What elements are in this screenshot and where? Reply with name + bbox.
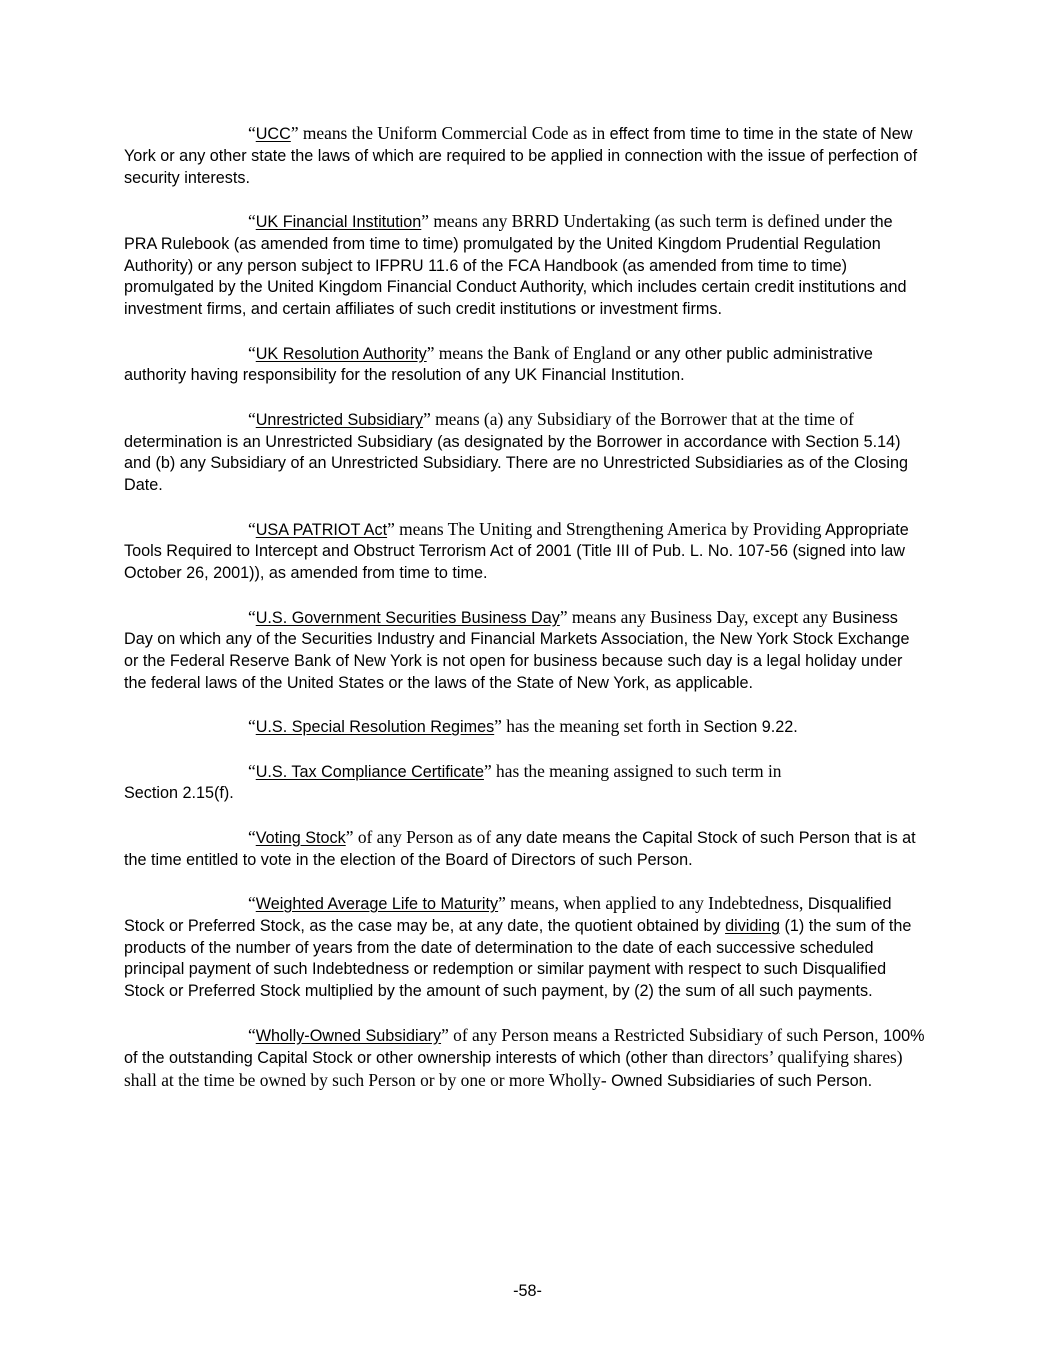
definition-lead: means The Uniting and Strengthening America by Providing bbox=[394, 518, 822, 539]
definition-usa-patriot-act bbox=[124, 519, 926, 585]
definition-body: determination is an Unrestricted Subsidiary (as designated by the Borrower in accordance with Section 5.14) and (b) any Subsidiary of an Unrestricted Subsidiary. There are no Unrestricted Subsidiaries as of the Closing Date. bbox=[124, 432, 908, 495]
definition-body-continued: (1) the sum of the products of the number of years from the date of determination to the date of each successive scheduled principal payment of such Indebtedness or redemption or similar payment with respect to such Disqualified Stock or Preferred Stock multiplied by the amount of such payment, by (2) the sum of all such payments. bbox=[124, 916, 912, 1001]
definition-lead: means, when applied to any Indebtedness, bbox=[505, 893, 804, 914]
open-quote: “ bbox=[248, 1024, 256, 1045]
definition-unrestricted-subsidiary bbox=[124, 409, 926, 497]
open-quote: “ bbox=[248, 826, 256, 847]
close-quote: ” bbox=[498, 893, 506, 914]
definition-us-special-resolution-regimes bbox=[124, 716, 926, 739]
definition-lead: has the meaning set forth in bbox=[501, 716, 704, 737]
definition-body: Section 9.22. bbox=[703, 718, 798, 737]
open-quote: “ bbox=[248, 716, 256, 737]
defined-term: UK Resolution Authority bbox=[255, 344, 427, 363]
definition-lead: of any Person means a Restricted Subsidiary of such bbox=[448, 1024, 819, 1045]
defined-term: U.S. Special Resolution Regimes bbox=[255, 718, 495, 737]
definition-uk-financial-institution bbox=[124, 211, 926, 321]
defined-term: U.S. Government Securities Business Day bbox=[255, 608, 560, 627]
definition-body: Business Day on which any of the Securities Industry and Financial Markets Association, the New York Stock Exchange or the Federal Reserve Bank of New York is not open for business because such day is a legal holiday under the federal laws of the United States or the laws of the State of New York, as applicable. bbox=[124, 608, 910, 692]
definition-lead: means the Uniform Commercial Code as in bbox=[298, 123, 610, 143]
definition-ucc bbox=[124, 123, 926, 189]
open-quote: “ bbox=[248, 893, 256, 914]
definition-body: Appropriate Tools Required to Intercept and Obstruct Terrorism Act of 2001 (Title III of Pub. L. No. 107-56 (signed into law October 26, 2001)), as amended from time to time. bbox=[124, 520, 909, 583]
close-quote: ” bbox=[494, 716, 502, 737]
close-quote: ” bbox=[387, 518, 395, 539]
defined-term: Unrestricted Subsidiary bbox=[255, 410, 424, 429]
open-quote: “ bbox=[248, 342, 256, 363]
definition-us-government-securities-business-day bbox=[124, 607, 926, 695]
close-quote: ” bbox=[483, 760, 492, 781]
open-quote: “ bbox=[248, 408, 256, 429]
close-quote: ” bbox=[290, 123, 299, 143]
definition-body-serif: directors’ qualifying shares) shall at the time be owned by such Person or by one or more Wholly- bbox=[124, 1047, 903, 1091]
close-quote: ” bbox=[426, 342, 435, 363]
definition-body-continued: Owned Subsidiaries of such Person. bbox=[606, 1072, 873, 1091]
underlined-word: dividing bbox=[725, 916, 780, 935]
close-quote: ” bbox=[441, 1024, 449, 1045]
definition-wholly-owned-subsidiary bbox=[124, 1025, 926, 1093]
definition-lead: means any BRRD Undertaking (as such term is defined bbox=[429, 210, 820, 231]
open-quote: “ bbox=[248, 518, 256, 539]
open-quote: “ bbox=[248, 760, 256, 781]
definition-uk-resolution-authority bbox=[124, 343, 926, 388]
defined-term: Voting Stock bbox=[255, 828, 346, 847]
document-page bbox=[124, 123, 926, 1115]
definition-weighted-average-life-to-maturity bbox=[124, 893, 926, 1003]
close-quote: ” bbox=[423, 408, 431, 429]
definition-body: under the PRA Rulebook (as amended from time to time) promulgated by the United Kingdom Prudential Regulation Authority) or any person subject to IFPRU 11.6 of the FCA Handbook (as amended from time to time) promulgated by the United Kingdom Financial Conduct Authority, which includes certain credit institutions and investment firms, and certain affiliates of such credit institutions or investment firms. bbox=[124, 212, 907, 319]
open-quote: “ bbox=[248, 210, 256, 231]
open-quote: “ bbox=[248, 123, 256, 143]
page-number: -58- bbox=[513, 1282, 542, 1300]
definition-us-tax-compliance-certificate bbox=[124, 761, 926, 806]
definition-body: or any other public administrative authority having responsibility for the resolution of any UK Financial Institution. bbox=[124, 344, 873, 385]
definition-body: Disqualified Stock or Preferred Stock, as the case may be, at any date, the quotient obtained by bbox=[124, 895, 892, 935]
definition-lead: of any Person as of bbox=[353, 826, 496, 847]
defined-term: UCC bbox=[255, 125, 291, 143]
definition-lead: means any Business Day, except any bbox=[567, 606, 828, 627]
definition-body: any date means the Capital Stock of such Person that is at the time entitled to vote in the election of the Board of Directors of such Person. bbox=[124, 828, 916, 869]
close-quote: ” bbox=[421, 210, 430, 231]
defined-term: Weighted Average Life to Maturity bbox=[255, 895, 499, 914]
defined-term: USA PATRIOT Act bbox=[255, 520, 388, 539]
defined-term: Wholly-Owned Subsidiary bbox=[255, 1026, 442, 1045]
definition-body: effect from time to time in the state of New York or any other state the laws of which are required to be applied in connection with the issue of perfection of security interests. bbox=[124, 125, 918, 187]
defined-term: UK Financial Institution bbox=[255, 212, 422, 231]
definition-lead: means (a) any Subsidiary of the Borrower that at the time of bbox=[430, 408, 854, 429]
definition-body: Section 2.15(f). bbox=[124, 784, 234, 803]
definition-lead: means the Bank of England bbox=[434, 342, 636, 363]
defined-term: U.S. Tax Compliance Certificate bbox=[255, 762, 484, 781]
definition-body: Person, 100% of the outstanding Capital Stock or other ownership interests of which (other than bbox=[124, 1026, 925, 1068]
definition-voting-stock bbox=[124, 827, 926, 872]
close-quote: ” bbox=[345, 826, 354, 847]
open-quote: “ bbox=[248, 606, 256, 627]
definition-lead: has the meaning assigned to such term in bbox=[491, 760, 782, 781]
close-quote: ” bbox=[559, 606, 568, 627]
